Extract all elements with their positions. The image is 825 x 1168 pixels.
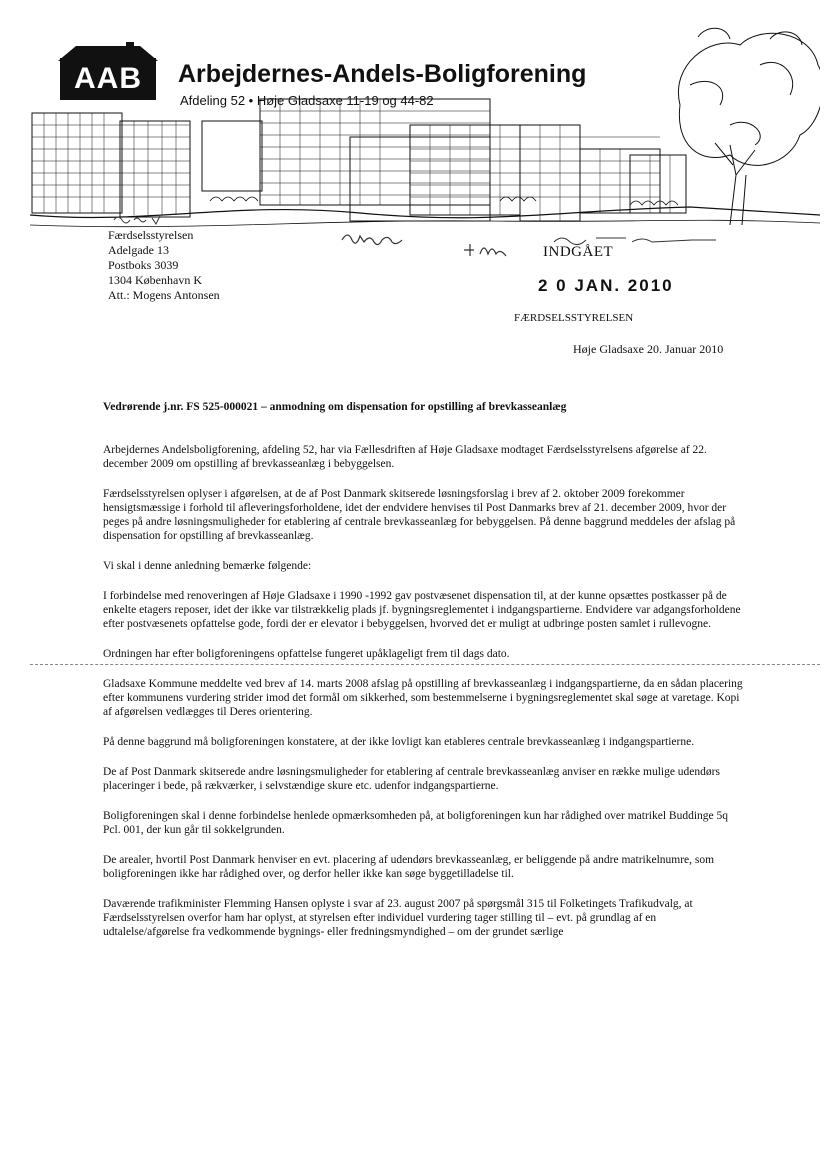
address-line: Postboks 3039 [108, 258, 179, 272]
letter-subject: Vedrørende j.nr. FS 525-000021 – anmodning om dispensation for opstilling af brevkasseanlæg [103, 401, 567, 413]
address-line: Færdselsstyrelsen [108, 228, 194, 242]
organization-department: Afdeling 52 • Høje Gladsaxe 11-19 og 44-82 [180, 93, 434, 108]
body-paragraph: Gladsaxe Kommune meddelte ved brev af 14. marts 2008 afslag på opstilling af brevkasseanlæg i indgangspartierne, da en sådan placering efter kommunens vurdering strider imod det formål om sikkerhed, som bestemmelserne i bygningsreglementet skal søge at varetage. Kopi af afgørelsen vedlægges til Deres orientering. [103, 678, 743, 718]
address-line: Adelgade 13 [108, 243, 169, 257]
organization-name: Arbejdernes-Andels-Boligforening [178, 60, 587, 88]
received-stamp-date: 2 0 JAN. 2010 [538, 276, 674, 295]
received-stamp-title: INDGÅET [543, 244, 614, 260]
aab-logo: AAB [60, 58, 156, 100]
address-line: 1304 København K [108, 273, 202, 287]
body-paragraph: Arbejdernes Andelsboligforening, afdeling 52, har via Fællesdriften af Høje Gladsaxe modtaget Færdselsstyrelsens afgørelse af 22. december 2009 om opstilling af brevkasseanlæg i bebyggelsen. [103, 444, 707, 470]
received-stamp-organization: FÆRDSELSSTYRELSEN [514, 312, 634, 324]
body-paragraph: Færdselsstyrelsen oplyser i afgørelsen, at de af Post Danmark skitserede løsningsforslag i brev af 2. oktober 2009 forekommer hensigtsmæssige i forhold til afleveringsforholdene, idet der endvidere henvises til Post Danmarks brev af 21. december 2009, hvor der peges på andre løsningsmuligheder for etablering af centrale brevkasseanlæg for bebyggelsen. På denne baggrund meddeles der afslag på dispensation for opstilling af brevkasseanlæg. [103, 488, 736, 542]
body-paragraph: De af Post Danmark skitserede andre løsningsmuligheder for etablering af centrale brevkasseanlæg anviser en række mulige udendørs placeringer i bede, på rækværker, i selvstændige skure etc. udenfor indgangspartierne. [103, 766, 720, 792]
body-paragraph: Vi skal i denne anledning bemærke følgende: [103, 560, 312, 572]
address-line: Att.: Mogens Antonsen [108, 288, 220, 302]
scan-fold-line [30, 664, 820, 665]
letter-body [103, 443, 743, 955]
place-and-date: Høje Gladsaxe 20. Januar 2010 [573, 342, 724, 356]
body-paragraph: Daværende trafikminister Flemming Hansen oplyste i svar af 23. august 2007 på spørgsmål 315 til Folketingets Trafikudvalg, at Færdselsstyrelsen overfor ham har oplyst, at styrelsen efter individuel vurdering tager stilling til – evt. på grundlag af en udtalelse/afgørelse fra vedkommende bygnings- eller fredningsmyndighed – om der grundet særlige [103, 898, 693, 938]
body-paragraph: De arealer, hvortil Post Danmark henviser en evt. placering af udendørs brevkasseanlæg, er beliggende på andre matrikelnumre, som boligforeningen ikke har rådighed over, og derfor heller ikke kan søge byggetilladelse til. [103, 854, 715, 880]
body-paragraph: På denne baggrund må boligforeningen konstatere, at der ikke lovligt kan etableres centrale brevkasseanlæg i indgangspartierne. [103, 736, 695, 748]
body-paragraph: I forbindelse med renoveringen af Høje Gladsaxe i 1990 -1992 gav postvæsenet dispensation til, at der kunne opsættes postkasser på de enkelte etagers reposer, idet der ikke var tilstrækkelig plads jf. bygningsreglementet i indgangspartierne. Endvidere var adgangsforholdene efter postvæsenets opfattelse gode, fordi der er elevator i bebyggelsen, hvorved det er muligt at udbringe posten samlet i rullevogne. [103, 590, 741, 630]
handwritten-signature-icon [462, 240, 512, 258]
handwritten-mark-icon [112, 212, 172, 228]
recipient-address [108, 228, 220, 303]
body-paragraph: Ordningen har efter boligforeningens opfattelse fungeret upåklageligt frem til dags dato. [103, 648, 510, 660]
handwritten-initials-icon [340, 228, 410, 248]
body-paragraph: Boligforeningen skal i denne forbindelse henlede opmærksomheden på, at boligforeningen kun har rådighed over matrikel Buddinge 5q Pcl. 001, der kun går til sokkelgrunden. [103, 810, 728, 836]
